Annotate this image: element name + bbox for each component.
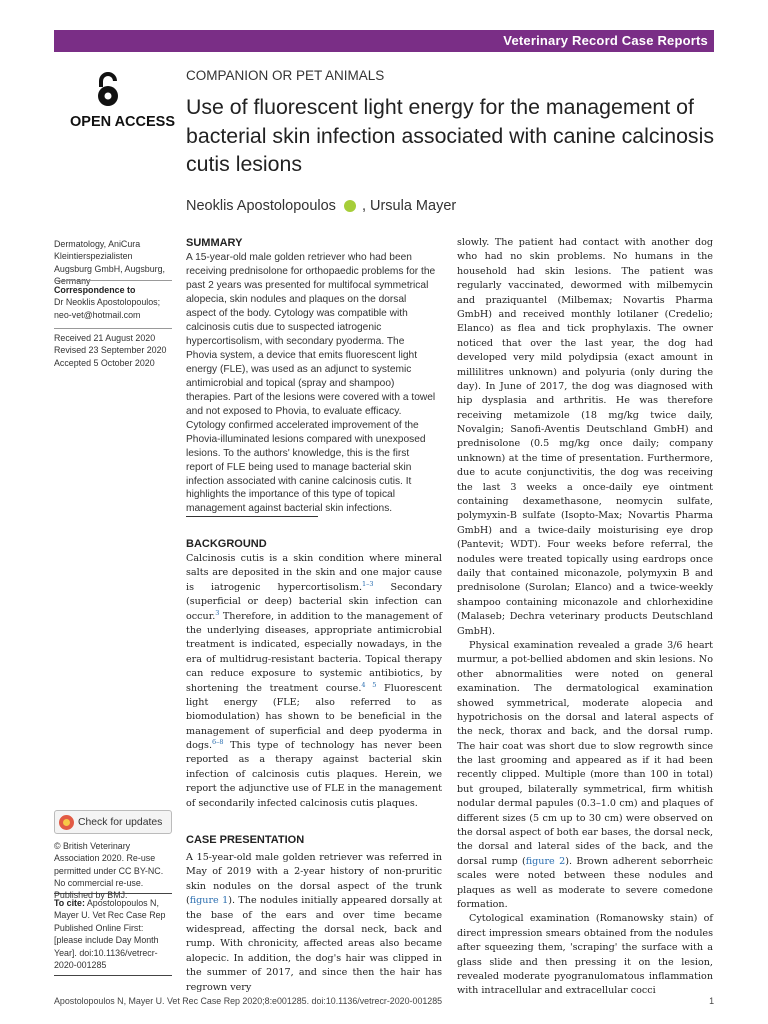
text-run: Secondary (superficial or deep) bacterial skin infection can occur. (186, 581, 442, 622)
journal-name: Veterinary Record Case Reports (503, 33, 708, 48)
text-run: A 15-year-old male golden retriever was referred in May of 2019 with a 2-year history of non-pruritic skin nodules on the dorsal aspect of the trunk ( (186, 852, 442, 907)
paragraph: slowly. The patient had contact with another dog who had no skin problems. No humans in the household had skin lesions. The patient was regularly vaccinated, dewormed with milbemycin and praziquantel (Milbemax; Novartis Pharma GmbH) and received monthly lotilaner (Credelio; Elanco) as flea and tick prophylaxis. The owner noticed that over the last year, the dog had developed very mild polydipsia (exact amount in millilitres unknown) and polyuria (only during the day). In June of 2017, the dog was diagnosed with hip dysplasia and arthritis. He was therefore receiving metamizole (18 mg/kg twice daily, Novalgin; Sanofi-Aventis Deutschland GmbH) and prednisolone (0.5 mg/kg once daily; company unknown) at the time of presentation. Furthermore, due to acute conjunctivitis, the dog was receiving the last 3 weeks a once-daily eye ointment containing dexamethasone, neomycin sulfate, polymyxin-B sulfate (Isopto-Max; Novartis Pharma GmbH) and a twice-daily moisturising eye drop (Pantevit; WDT). Four weeks before referral, the nodules were treated topically using eardrops once daily that contained miconazole, polymyxin B and prednisolone (Surolan; Elanco) and a twice-weekly shampoo containing miconazole and chlorhexidine (Malaseb; Dechra veterinary products Deutschland GmbH). (457, 237, 713, 637)
summary-heading: SUMMARY (186, 237, 243, 249)
figure-link[interactable]: figure 2 (525, 855, 566, 867)
divider (186, 516, 318, 517)
journal-banner (54, 30, 714, 52)
affiliation: Dermatology, AniCura Kleintierspezialisten Augsburg GmbH, Augsburg, Germany (54, 239, 165, 286)
footer-citation: Apostolopoulos N, Mayer U. Vet Rec Case Rep 2020;8:e001285. doi:10.1136/vetrecr-2020-001285 (54, 996, 443, 1006)
reference-link[interactable]: 4 5 (361, 680, 377, 689)
reference-link[interactable]: 3 (215, 608, 220, 617)
background-text (186, 552, 442, 811)
paragraph (457, 639, 713, 912)
cite-text: Apostolopoulos N, Mayer U. Vet Rec Case Rep Published Online First: [please include Day Month Year]. doi:10.1136/vetrecr-2020-001285 (54, 898, 166, 971)
author-list (186, 198, 456, 214)
paragraph: Cytological examination (Romanowsky stain) of direct impression smears obtained from the nodules after squeezing them, 'scraping' the surface with a glass slide and then pressing it on the lesion, revealed moderate pyogranulomatous inflammation with intracellular and extracellular cocci (457, 913, 713, 997)
page-footer (54, 996, 714, 1006)
correspondence-label: Correspondence to (54, 285, 136, 295)
reference-link[interactable]: 1–3 (362, 579, 374, 588)
case-presentation-text (186, 851, 442, 995)
author-name[interactable]: , Ursula Mayer (361, 198, 457, 214)
reference-link[interactable]: 6–8 (212, 737, 224, 746)
received-date: Received 21 August 2020 (54, 333, 156, 343)
divider (54, 328, 172, 329)
orcid-icon[interactable] (344, 200, 356, 212)
correspondence-contact[interactable]: Dr Neoklis Apostolopoulos; neo-vet@hotmail.com (54, 297, 161, 320)
case-presentation-heading: CASE PRESENTATION (186, 834, 305, 846)
text-run: Fluorescent light energy (FLE; also referred to as biomodulation) has shown to be beneficial in the management of superficial and deep pyoderma in dogs. (186, 682, 442, 752)
open-access-logo (70, 72, 176, 130)
summary-text: A 15-year-old male golden retriever who had been receiving prednisolone for orthopaedic problems for the past 2 years was presented for multifocal symmetrical alopecia, skin nodules and plaques on the dorsal aspect of the body. Cytology was compatible with calcinosis cutis due to suspected iatrogenic hypercortisolism, with secondary pyoderma. The Phovia system, a device that emits fluorescent light energy (FLE), was used as an adjunct to systemic antimicrobial and topical (spray and shampoo) therapies. Part of the lesions were covered with a towel and not exposed to Phovia, to evaluate efficacy. Cytology confirmed accelerated improvement of the Phovia-illuminated lesions compared with unexposed lesions. To the authors' knowledge, this is the first report of FLE being used to manage bacterial skin infection associated with canine calcinosis cutis. It highlights the importance of this type of topical management against bacterial skin infections. (186, 252, 436, 515)
text-run: Physical examination revealed a grade 3/6 heart murmur, a pot-bellied abdomen and skin lesions. No other abnormalities were noted on general examination. The dermatological examination showed symmetrical, moderate alopecia and hypotrichosis on the dorsal and lateral aspects of the neck, thorax and back, and the dorsal rump. The hair coat was short due to slow regrowth since the last grooming and appeared as if it had been recently clipped. Multiple (more than 100 in total) but grouped, bilaterally symmetrical, firm whitish nodular dermal papules (0.3–1.0 cm) and plaques of different sizes (5 cm up to 30 cm) were observed on the dorsal aspect of both ear bases, the dorsal neck, the dorsal and lateral sides of the back, and the dorsal rump ( (457, 639, 713, 867)
text-run: Calcinosis cutis is a skin condition where mineral salts are deposited in the skin and one major cause is iatrogenic hypercortisolism. (186, 553, 442, 593)
body-column-right (457, 236, 713, 999)
correspondence (54, 284, 172, 321)
revised-date: Revised 23 September 2020 (54, 345, 167, 356)
author-name[interactable]: Neoklis Apostolopoulos (186, 198, 336, 214)
crossmark-icon (59, 815, 74, 830)
cite-label: To cite: (54, 898, 85, 908)
text-run: ). The nodules initially appeared dorsally at the base of the ears and over time became widespread, affecting the dorsal neck, back and rump. With chronicity, affected areas also became alopecic. In addition, the dog's hair was clipped in the summer of 2017, and since then the hair has regrown very (186, 895, 442, 993)
open-access-label: OPEN ACCESS (70, 114, 176, 130)
article-title: Use of fluorescent light energy for the management of bacterial skin infection associated with canine calcinosis cutis lesions (186, 95, 714, 177)
check-for-updates-button[interactable] (54, 810, 172, 834)
cite-box (54, 893, 172, 976)
divider (54, 280, 172, 281)
article-section: COMPANION OR PET ANIMALS (186, 68, 385, 83)
copyright: © British Veterinary Association 2020. Re-use permitted under CC BY-NC. No commercial re-use. Published by BMJ. (54, 841, 164, 901)
check-for-updates-label: Check for updates (78, 816, 163, 828)
background-heading: BACKGROUND (186, 538, 267, 550)
accepted-date: Accepted 5 October 2020 (54, 357, 155, 368)
open-access-lock-icon (95, 72, 121, 108)
text-run: Therefore, in addition to the management of the underlying diseases, appropriate antimicrobial treatment is indicated, especially nowadays, in the era of multidrug-resistant bacteria. Topical therapy can reduce exposure to systemic antibiotics, by shortening the treatment course. (186, 610, 442, 694)
text-run: This type of technology has never been reported as a therapy against bacterial skin infection of calcinosis cutis plaques. Herein, we report the adjunctive use of FLE in the management of secondarily infected calcinosis cutis plaques. (186, 740, 442, 809)
dates (54, 332, 172, 369)
figure-link[interactable]: figure 1 (189, 895, 229, 907)
page-number: 1 (709, 996, 714, 1006)
text-run: ). Brown adherent seborrheic scales were noted between these nodules and plaques as well as moderate to severe comedone formation. (457, 855, 714, 910)
